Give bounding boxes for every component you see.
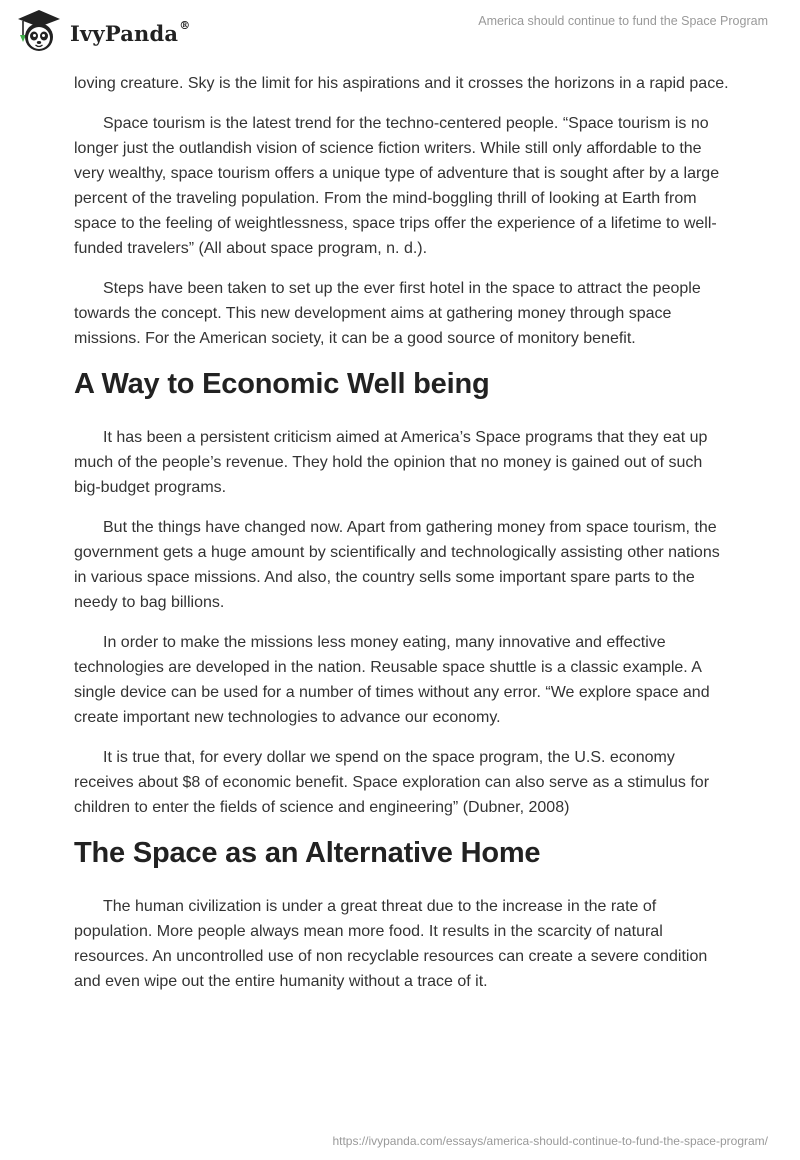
paragraph: It is true that, for every dollar we spend on the space program, the U.S. economy receives about $8 of economic benefit. Space exploration can also serve as a stimulus for children to enter the fields of science and engineering” (Dubner, 2008) — [74, 749, 710, 816]
paragraph: The human civilization is under a great threat due to the increase in the rate of population. More people always mean more food. It results in the scarcity of natural resources. An uncontrolled use of non recyclable resources can create a severe condition and even wipe out the entire humanity without a trace of it. — [74, 898, 708, 990]
paragraph-continued: loving creature. Sky is the limit for his aspirations and it crosses the horizons in a rapid pace. — [74, 75, 729, 92]
section-heading-alternative-home: The Space as an Alternative Home — [74, 837, 541, 869]
paragraph: It has been a persistent criticism aimed at America’s Space programs that they eat up much of the people’s revenue. They hold the opinion that no money is gained out of such big-budget programs. — [74, 429, 708, 496]
paragraph: In order to make the missions less money eating, many innovative and effective technologies are developed in the nation. Reusable space shuttle is a classic example. A single device can be used for a number of times without any error. “We explore space and create important new technologies to advance our economy. — [74, 634, 710, 726]
paragraph: But the things have changed now. Apart from gathering money from space tourism, the government gets a huge amount by scientifically and technologically assisting other nations in various space missions. And also, the country sells some important spare parts to the needy to bag billions. — [74, 519, 720, 611]
paragraph: Space tourism is the latest trend for the techno-centered people. “Space tourism is no longer just the outlandish vision of science fiction writers. While still only affordable to the very wealthy, space tourism offers a unique type of adventure that is sought after by a large percent of the traveling population. From the mind-boggling thrill of looking at Earth from space to the feeling of weightlessness, space trips offer the experience of a lifetime to well-funded travelers” (All about space program, n. d.). — [74, 115, 720, 257]
registered-mark: ® — [179, 18, 191, 32]
brand-name: IvyPanda® — [70, 18, 191, 46]
source-url[interactable]: https://ivypanda.com/essays/america-should-continue-to-fund-the-space-program/ — [332, 1134, 768, 1148]
page-header — [0, 0, 800, 62]
ivypanda-logo[interactable] — [14, 8, 190, 54]
document-title: America should continue to fund the Space Program — [478, 14, 768, 28]
essay-body — [74, 71, 730, 1009]
panda-graduate-icon — [14, 8, 64, 54]
section-heading-economic: A Way to Economic Well being — [74, 368, 490, 400]
paragraph: Steps have been taken to set up the ever first hotel in the space to attract the people towards the concept. This new development aims at gathering money through space missions. For the American society, it can be a good source of monitory benefit. — [74, 280, 701, 347]
